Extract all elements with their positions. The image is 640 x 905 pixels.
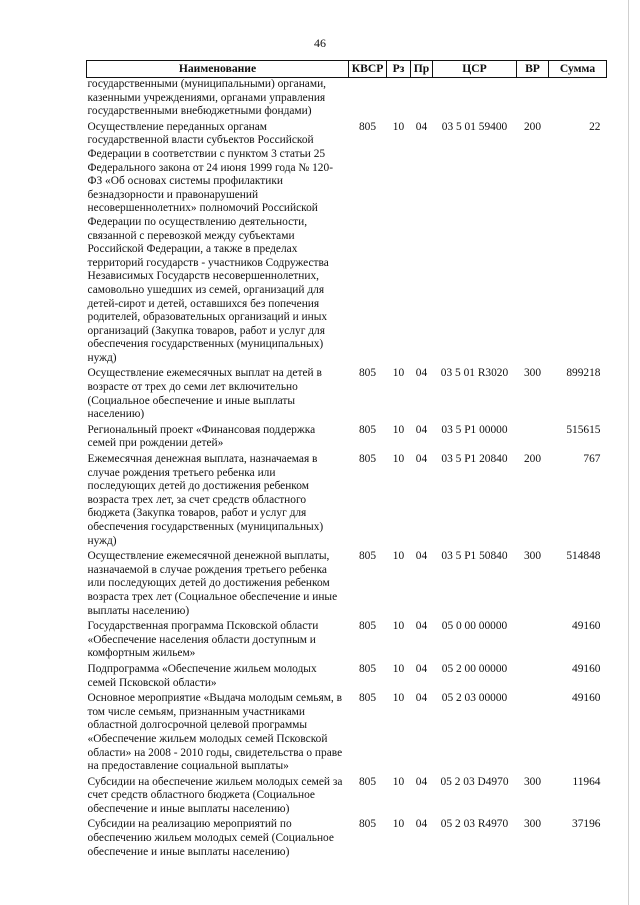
- table-row: [87, 121, 607, 368]
- row-vr: [517, 424, 549, 453]
- row-vr: 300: [523, 550, 542, 563]
- row-pr: [411, 78, 433, 121]
- row-csr: 03 5 P1 20840: [441, 453, 508, 466]
- row-sum: 49160: [572, 620, 601, 633]
- header-sum: Сумма: [549, 61, 607, 78]
- row-csr: 05 2 03 00000: [441, 692, 508, 705]
- row-vr: 200: [523, 120, 542, 133]
- row-csr: 03 5 P1 00000: [441, 423, 508, 436]
- row-kvsr: [349, 78, 387, 121]
- row-name: Подпрограмма «Обеспечение жильем молодых семей Псковской области»: [87, 662, 317, 689]
- row-name: Региональный проект «Финансовая поддержка семей при рождении детей»: [87, 423, 316, 450]
- row-csr: 05 2 00 00000: [441, 662, 508, 675]
- row-sum: 899218: [566, 367, 601, 380]
- row-csr: 05 2 03 D4970: [440, 775, 509, 788]
- row-csr: 03 5 01 59400: [441, 120, 508, 133]
- row-csr: 05 2 03 R4970: [440, 818, 509, 831]
- row-pr: 04: [415, 620, 428, 633]
- row-kvsr: 805: [358, 367, 377, 380]
- row-rz: 10: [392, 423, 405, 436]
- row-csr: [433, 78, 517, 121]
- row-name: государственными (муниципальными) органами, казенными учреждениями, органами управления государственными внебюджетными фондами): [87, 78, 327, 118]
- row-kvsr: 805: [358, 550, 377, 563]
- budget-table: [86, 60, 607, 861]
- row-pr: 04: [415, 453, 428, 466]
- header-pr: Пр: [411, 61, 433, 78]
- row-name: Субсидии на реализацию мероприятий по обеспечению жильем молодых семей (Социальное обеспечение и иные выплаты населению): [87, 818, 334, 858]
- row-rz: 10: [392, 692, 405, 705]
- row-pr: 04: [415, 692, 428, 705]
- row-name: Основное мероприятие «Выдача молодым семьям, в том числе семьям, признанным участниками областной долгосрочной целевой программы «Обеспечение жильем молодых семей Псковской области» на 2008 - 2010 годы, свидетельства о праве на предоставление социальной выплаты»: [87, 692, 343, 773]
- row-rz: 10: [392, 662, 405, 675]
- row-kvsr: 805: [358, 423, 377, 436]
- table-row: [87, 550, 607, 620]
- row-vr: [517, 692, 549, 776]
- header-kvsr: КВСР: [349, 61, 387, 78]
- header-csr: ЦСР: [433, 61, 517, 78]
- row-vr: [517, 620, 549, 663]
- row-kvsr: 805: [358, 692, 377, 705]
- row-vr: 300: [523, 367, 542, 380]
- row-rz: 10: [392, 550, 405, 563]
- row-rz: 10: [392, 453, 405, 466]
- row-pr: 04: [415, 775, 428, 788]
- row-rz: 10: [392, 120, 405, 133]
- row-kvsr: 805: [358, 453, 377, 466]
- row-pr: 04: [415, 120, 428, 133]
- row-csr: 05 0 00 00000: [441, 620, 508, 633]
- row-vr: 300: [523, 818, 542, 831]
- table-row: [87, 776, 607, 819]
- header-vr: ВР: [517, 61, 549, 78]
- row-kvsr: 805: [358, 662, 377, 675]
- row-kvsr: 805: [358, 818, 377, 831]
- table-row: [87, 818, 607, 861]
- row-sum: 37196: [572, 818, 601, 831]
- row-pr: 04: [415, 550, 428, 563]
- row-name: Осуществление ежемесячной денежной выплаты, назначаемой в случае рождения третьего ребенка или последующих детей до достижения ребенком возраста трех лет (Социальное обеспечение и иные выплаты населению): [87, 550, 338, 617]
- row-csr: 03 5 01 R3020: [440, 367, 509, 380]
- row-pr: 04: [415, 423, 428, 436]
- row-csr: 03 5 P1 50840: [441, 550, 508, 563]
- row-sum: 22: [589, 120, 601, 133]
- row-name: Субсидии на обеспечение жильем молодых семей за счет средств областного бюджета (Социальное обеспечение и иные выплаты населению): [87, 775, 343, 815]
- row-name: Осуществление переданных органам государственной власти субъектов Российской Федерации в соответствии с пунктом 3 статьи 25 Федерального закона от 24 июня 1999 года № 120-ФЗ «Об основах системы профилактики безнадзорности и правонарушений несовершеннолетних» полномочий Российской Федерации по осуществлению деятельности, связанной с перевозкой между субъектами Российской Федерации, а также в пределах территорий государств - участников Содружества Независимых Государств несовершеннолетних, самовольно ушедших из семей, организаций для детей-сирот и детей, оставшихся без попечения родителей, образовательных организаций и иных организаций (Закупка товаров, работ и услуг для обеспечения государственных (муниципальных) нужд): [87, 120, 333, 364]
- row-vr: 300: [523, 775, 542, 788]
- row-name: Осуществление ежемесячных выплат на детей в возрасте от трех до семи лет включительно (Социальное обеспечение и иные выплаты населению): [87, 367, 322, 421]
- row-sum: 11964: [572, 775, 601, 788]
- row-sum: 515615: [566, 423, 601, 436]
- row-rz: 10: [392, 620, 405, 633]
- row-name: Ежемесячная денежная выплата, назначаемая в случае рождения третьего ребенка или последующих детей до достижения ребенком возраста трех лет, за счет средств областного бюджета (Закупка товаров, работ и услуг для обеспечения государственных (муниципальных) нужд): [87, 453, 324, 547]
- row-pr: 04: [415, 818, 428, 831]
- table-row: [87, 620, 607, 663]
- row-rz: 10: [392, 367, 405, 380]
- row-pr: 04: [415, 367, 428, 380]
- row-sum: 49160: [572, 662, 601, 675]
- row-kvsr: 805: [358, 620, 377, 633]
- row-rz: 10: [392, 775, 405, 788]
- row-rz: [387, 78, 411, 121]
- row-vr: 200: [523, 453, 542, 466]
- header-name: Наименование: [87, 61, 349, 78]
- row-sum: 49160: [572, 692, 601, 705]
- scan-edge-line: [628, 0, 629, 905]
- row-pr: 04: [415, 662, 428, 675]
- table-row: [87, 663, 607, 692]
- row-name: Государственная программа Псковской области «Обеспечение населения области доступным и комфортным жильем»: [87, 620, 319, 660]
- row-vr: [517, 663, 549, 692]
- page-number: 46: [314, 36, 326, 50]
- row-sum: [549, 78, 607, 121]
- row-vr: [517, 78, 549, 121]
- table-header-row: [87, 61, 607, 78]
- table-row: [87, 78, 607, 121]
- row-rz: 10: [392, 818, 405, 831]
- row-sum: 767: [583, 453, 601, 466]
- row-sum: 514848: [566, 550, 601, 563]
- row-kvsr: 805: [358, 120, 377, 133]
- table-row: [87, 692, 607, 776]
- row-kvsr: 805: [358, 775, 377, 788]
- header-rz: Рз: [387, 61, 411, 78]
- table-row: [87, 367, 607, 423]
- table-row: [87, 453, 607, 550]
- table-row: [87, 424, 607, 453]
